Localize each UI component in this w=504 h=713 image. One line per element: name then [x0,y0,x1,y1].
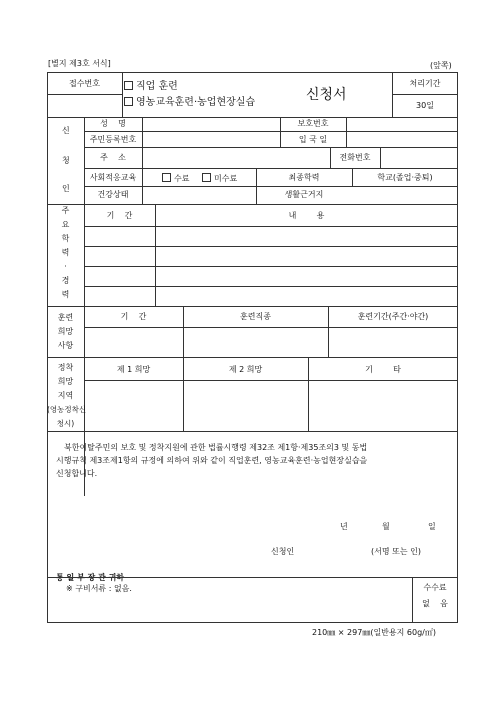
living-area-label: 생활근거지 [284,190,324,199]
fee-value: 없 음 [422,599,448,608]
form-number: [별지 제3호 서식] [48,59,111,68]
final-education-label: 최종학력 [288,173,320,182]
career-content-header: 내 용 [288,211,325,220]
applicant-side-1: 신 [62,126,70,135]
date-month-label: 월 [382,522,390,531]
second-choice-header: 제 2 희망 [228,365,263,374]
protect-number-label: 보호번호 [297,119,329,128]
completed-checkbox[interactable] [162,173,171,182]
processing-period-value: 30일 [416,101,434,110]
resident-number-label: 주민등록번호 [89,135,137,144]
training-side-1: 훈련 [57,313,74,322]
other-header: 기 타 [365,365,401,374]
completed-label: 수료 [174,174,190,183]
training-period-header: 기 간 [120,312,147,321]
training-duration-header: 훈련기간(주간·야간) [357,312,429,321]
career-side-1: 주 [61,206,70,215]
date-day-label: 일 [428,522,436,531]
settlement-side-5: 청시) [56,419,75,428]
settlement-side-2: 희망 [57,377,74,386]
first-choice-header: 제 1 희망 [116,365,151,374]
applicant-side-2: 청 [62,156,70,165]
job-training-label: 직업 훈련 [136,81,178,92]
statement-line-1: 북한이탈주민의 보호 및 정착지원에 관한 법률시행령 제32조 제1항·제35조의3 및 동법 [64,443,368,452]
phone-label: 전화번호 [339,153,371,162]
option-farm-training[interactable] [124,97,255,108]
job-training-checkbox[interactable] [124,81,133,90]
required-documents: ※ 구비서류 : 없음. [66,584,132,593]
health-label: 건강상태 [97,190,129,199]
signature-placeholder: (서명 또는 인) [371,547,421,556]
statement-line-2: 시행규칙 제3조제1항의 규정에 의하여 위와 같이 직업훈련, 영농교육훈련·농업현장실습을 [56,456,368,465]
completed-option[interactable] [162,173,189,183]
not-completed-checkbox[interactable] [202,173,211,182]
settlement-side-4: (영농정착신 [47,405,87,414]
training-side-3: 사항 [57,341,74,350]
paper-spec: 210㎜ × 297㎜(일반용지 60g/㎡) [312,628,436,637]
career-side-6: 경 [61,276,70,285]
training-job-header: 훈련직종 [240,312,271,321]
career-side-2: 요 [61,220,70,229]
applicant-sign-label: 신청인 [271,547,295,556]
processing-period-label: 처리기간 [409,79,441,88]
social-education-label: 사회적응교육 [89,173,137,182]
addressee: 통 일 부 장 관 귀하 [56,573,125,582]
not-completed-option[interactable] [202,173,237,183]
page-side-label: (앞쪽) [430,61,452,70]
career-side-7: 력 [61,290,70,299]
farm-training-label: 영농교육훈련·농업현장실습 [136,97,256,108]
school-status-label: 학교(졸업·중퇴) [377,173,433,182]
entry-date-label: 입 국 일 [298,135,328,144]
form-title: 신청서 [306,87,347,103]
name-label: 성 명 [100,119,126,128]
date-year-label: 년 [340,522,348,531]
training-side-2: 희망 [57,327,74,336]
address-label: 주 소 [100,153,126,162]
settlement-side-1: 정착 [57,363,74,372]
career-side-5: · [64,262,67,271]
settlement-side-3: 지역 [57,391,74,400]
career-side-3: 학 [61,234,70,243]
applicant-side-3: 인 [62,184,70,193]
career-side-4: 력 [61,248,70,257]
career-period-header: 기 간 [106,211,133,220]
farm-training-checkbox[interactable] [124,97,133,106]
not-completed-label: 미수료 [214,174,238,183]
option-job-training[interactable] [124,81,178,92]
receipt-number-label: 접수번호 [69,79,100,88]
fee-label: 수수료 [423,583,447,592]
statement-line-3: 신청합니다. [56,469,98,478]
